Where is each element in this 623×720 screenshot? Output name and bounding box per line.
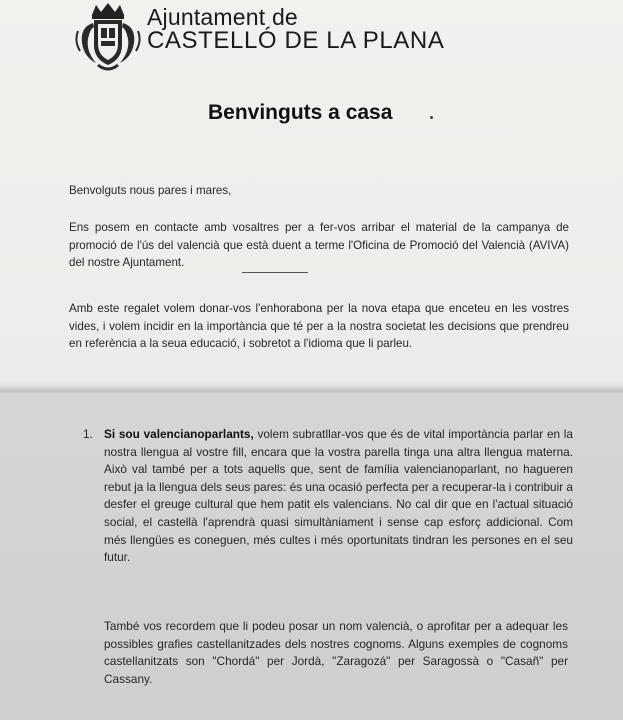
paragraph-intro: Ens posem en contacte amb vosaltres per a fer-vos arribar el material de la campanya de promoció de l'ús del valencià que està duent a terme l'Oficina de Promoció del Valencià (AVIVA) del nostre Ajuntament. xyxy=(69,221,569,269)
strike-mark xyxy=(242,272,308,273)
list-item-lead: Si sou valencianoparlants, xyxy=(104,427,254,441)
paper-fold xyxy=(0,386,623,394)
list-item xyxy=(104,426,573,567)
organization-name: Ajuntament de xyxy=(147,4,298,30)
list-item-number: 1. xyxy=(83,427,93,441)
document-title: Benvinguts a casa xyxy=(208,101,393,124)
paragraph-surnames: També vos recordem que li podeu posar un nom valencià, o aprofitar per a adequar les possibles grafies castellanitzades dels nostres cognoms. Alguns exemples de cognoms castellanitzats son "Chordá" per Jordà, "Zaragozá" per Saragossà o "Casañ" per Cassany. xyxy=(104,619,568,686)
paragraph-congratulations: Amb este regalet volem donar-vos l'enhorabona per la nova etapa que enceteu en les vostres vides, i volem incidir en la importància que té per a la nostra societat les decisions que prendreu en referència a la seua educació, i sobretot a l'idioma que li parleu. xyxy=(69,302,569,350)
stray-mark xyxy=(430,116,433,119)
list-item-body: volem subratllar-vos que és de vital importància parlar en la nostra llengua al vostre fill, encara que la vostra parella tinga una altra llengua materna. Això val també per a tots aquells que, sent de família valencianoparlant, no hagueren rebut ja la llengua dels seus pares: és una ocasió perfecta per a recuperar-la i contribuir a desfer el greuge cultural que hem patit els valencians. No cal dir que en l'actual situació social, el castellà l'aprendrà quasi simultàniament i sense cap esforç addicional. Com més llengües es coneguen, més cultes i més oportunitats tindran les persones en el seu futur. xyxy=(104,427,573,565)
organization-city: CASTELLÓ DE LA PLANA xyxy=(147,27,445,54)
numbered-list xyxy=(83,426,573,567)
coat-of-arms-icon xyxy=(74,1,142,73)
salutation: Benvolguts nous pares i mares, xyxy=(69,184,232,197)
